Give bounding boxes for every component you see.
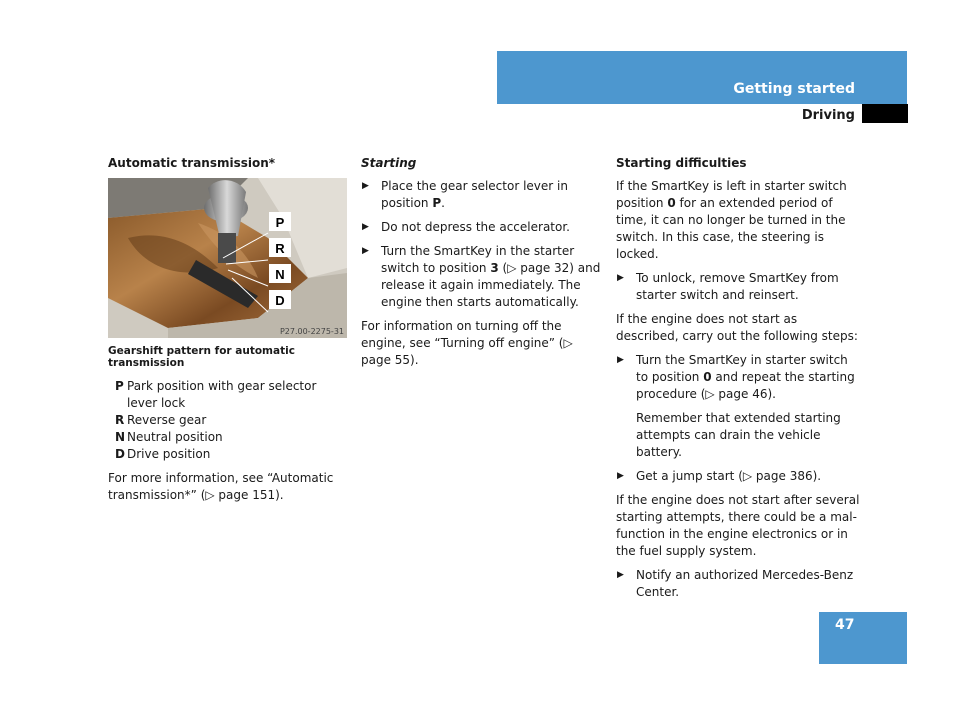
gear-letter-r: R — [275, 241, 285, 256]
legend-key: P — [115, 379, 124, 393]
gearshift-illustration — [108, 178, 347, 338]
step-bold: P — [432, 196, 442, 210]
step-bold: 0 — [703, 370, 712, 384]
paragraph: If the engine does not start after several starting attempts, there could be a mal-function in the engine electronics or in the fuel supply system. — [616, 493, 860, 558]
gearshift-photo — [108, 178, 347, 338]
bullet-arrow-icon: ▶ — [362, 222, 369, 232]
photo-code: P27.00-2275-31 — [279, 327, 344, 336]
column-left — [108, 155, 348, 511]
legend-item — [115, 378, 348, 412]
legend-text: Neutral position — [127, 430, 223, 444]
step-item — [616, 567, 862, 601]
legend-key: D — [115, 447, 125, 461]
section-title: Getting started — [733, 81, 855, 97]
legend-text: Drive position — [127, 447, 211, 461]
bullet-arrow-icon: ▶ — [362, 181, 369, 191]
step-text: . — [441, 196, 445, 210]
gear-letter-n: N — [275, 267, 285, 282]
step-bold: 3 — [490, 261, 499, 275]
legend-item — [115, 412, 348, 429]
starting-heading: Starting — [361, 156, 417, 170]
step-item — [616, 468, 862, 485]
gear-letter-p: P — [275, 215, 285, 230]
step-text: Notify an authorized Mercedes-Benz Center. — [636, 568, 854, 599]
section-tab — [862, 104, 908, 123]
step-item — [361, 243, 601, 311]
bullet-arrow-icon: ▶ — [617, 570, 624, 580]
paragraph — [616, 178, 862, 263]
text: for an extended period of time, it can no longer be turned in the switch. In this case, the steering is locked. — [616, 196, 846, 261]
column-middle — [361, 155, 601, 376]
step-text: To unlock, remove SmartKey from starter switch and reinsert. — [636, 271, 839, 302]
paragraph: If the engine does not start as described, carry out the following steps: — [616, 312, 858, 343]
more-info-text: For more information, see “Automatic transmission*” (▷ page 151). — [108, 471, 334, 502]
bullet-arrow-icon: ▶ — [362, 246, 369, 256]
step-text: Turn the SmartKey in the starter switch to position — [381, 244, 575, 275]
step-item — [616, 352, 862, 403]
bullet-arrow-icon: ▶ — [617, 273, 624, 283]
turn-off-info: For information on turning off the engine, see “Turning off engine” (▷ page 55). — [361, 319, 573, 367]
transmission-heading: Automatic transmission* — [108, 156, 276, 170]
gear-legend — [108, 378, 348, 463]
step-item — [361, 219, 601, 236]
difficulties-heading: Starting difficulties — [616, 156, 747, 170]
header-bar — [497, 51, 907, 104]
legend-key: R — [115, 413, 125, 427]
text: If the SmartKey is left in starter switch position — [616, 179, 847, 210]
step-text: Turn the SmartKey in starter switch to position — [636, 353, 848, 384]
legend-text: Park position with gear selector lever lock — [127, 379, 317, 410]
battery-note: Remember that extended starting attempts can drain the vehicle battery. — [636, 411, 841, 459]
step-text: Get a jump start (▷ page 386). — [636, 469, 822, 483]
photo-caption: Gearshift pattern for automatic transmission — [108, 345, 295, 369]
legend-text: Reverse gear — [127, 413, 207, 427]
step-text: and repeat the starting procedure (▷ page 46). — [636, 370, 855, 401]
step-text: (▷ page 32) and release it again immediately. The engine then starts automatically. — [381, 261, 601, 309]
bullet-arrow-icon: ▶ — [617, 471, 624, 481]
legend-item — [115, 429, 348, 446]
step-text: Do not depress the accelerator. — [381, 220, 570, 234]
subsection-title: Driving — [801, 108, 855, 123]
page-number: 47 — [835, 617, 855, 633]
text-bold: 0 — [667, 196, 676, 210]
step-item — [616, 270, 862, 304]
step-item — [361, 178, 601, 212]
step-text: Place the gear selector lever in position — [381, 179, 568, 210]
page-number-box — [819, 612, 907, 664]
gear-letter-d: D — [275, 293, 285, 308]
legend-item — [115, 446, 348, 463]
column-right — [616, 155, 862, 608]
legend-key: N — [115, 430, 126, 444]
bullet-arrow-icon: ▶ — [617, 355, 624, 365]
